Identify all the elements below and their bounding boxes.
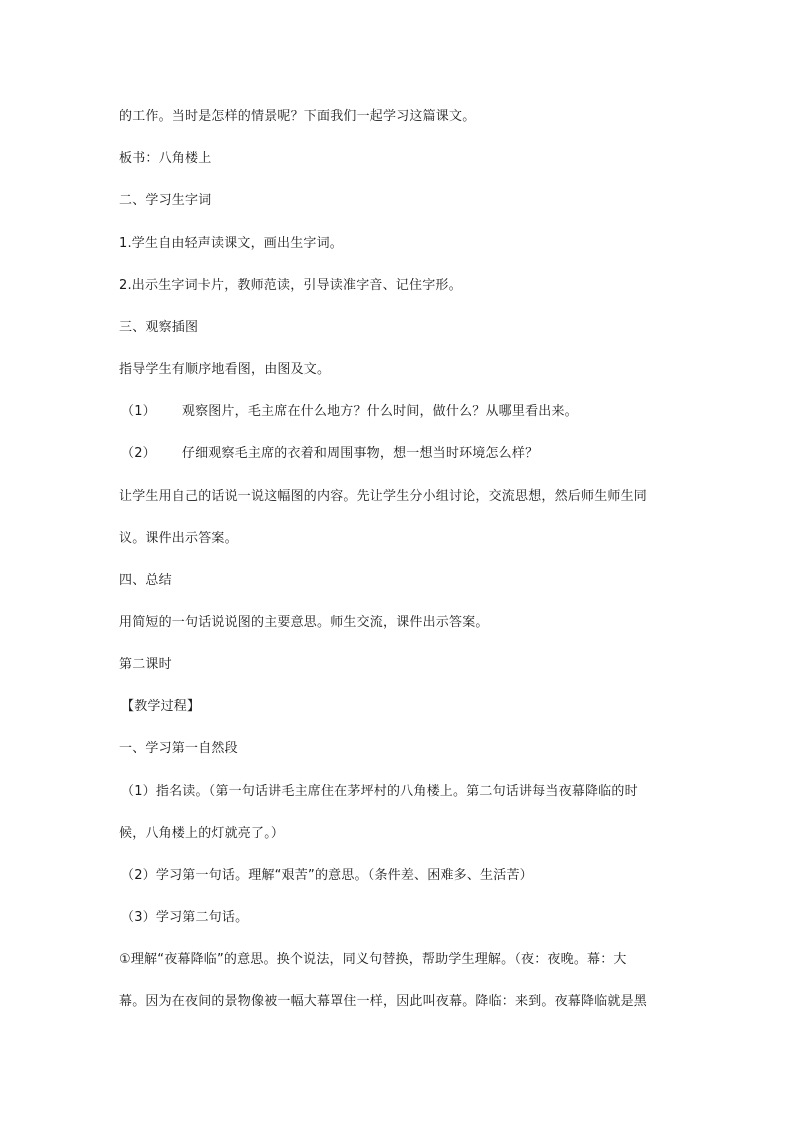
text-line: 议。课件出示答案。 bbox=[119, 531, 238, 546]
text-line: 指导学生有顺序地看图，由图及文。 bbox=[119, 362, 331, 377]
text-line: （1）指名读。（第一句话讲毛主席住在茅坪村的八角楼上。第二句话讲每当夜幕降临的时 bbox=[121, 784, 638, 799]
text-line: 1.学生自由轻声读课文，画出生字词。 bbox=[119, 236, 344, 251]
text-line: 的工作。当时是怎样的情景呢？下面我们一起学习这篇课文。 bbox=[119, 109, 476, 124]
text-line: 用简短的一句话说说图的主要意思。师生交流，课件出示答案。 bbox=[119, 615, 489, 630]
text-line: 幕。因为在夜间的景物像被一幅大幕罩住一样，因此叫夜幕。降临：来到。夜幕降临就是黑 bbox=[119, 994, 648, 1009]
section-heading: 一、学习第一自然段 bbox=[119, 741, 238, 756]
blackboard-title: 板书：八角楼上 bbox=[119, 151, 212, 166]
text-line: （2）学习第一句话。理解“艰苦”的意思。（条件差、困难多、生活苦） bbox=[121, 868, 533, 883]
item-text: 观察图片，毛主席在什么地方？什么时间，做什么？从哪里看出来。 bbox=[181, 404, 578, 419]
text-line: 让学生用自己的话说一说这幅图的内容。先让学生分小组讨论，交流思想，然后师生师生同 bbox=[119, 489, 648, 504]
item-number: （1） bbox=[121, 404, 156, 419]
text-line: 2.出示生字词卡片，教师范读，引导读准字音、记住字形。 bbox=[119, 278, 462, 293]
lesson-heading: 第二课时 bbox=[119, 657, 172, 672]
section-heading: 二、学习生字词 bbox=[119, 193, 212, 208]
numbered-item bbox=[121, 403, 691, 421]
text-line: 候，八角楼上的灯就亮了。） bbox=[119, 826, 285, 841]
section-heading: 【教学过程】 bbox=[121, 699, 201, 714]
section-heading: 四、总结 bbox=[119, 573, 172, 588]
numbered-item bbox=[121, 445, 691, 463]
text-line: ①理解“夜幕降临”的意思。换个说法，同义句替换，帮助学生理解。（夜：夜晚。幕：大 bbox=[119, 952, 627, 967]
text-line: （3）学习第二句话。 bbox=[121, 910, 249, 925]
item-number: （2） bbox=[121, 446, 156, 461]
item-text: 仔细观察毛主席的衣着和周围事物，想一想当时环境怎么样？ bbox=[181, 446, 539, 461]
section-heading: 三、观察插图 bbox=[119, 320, 199, 335]
